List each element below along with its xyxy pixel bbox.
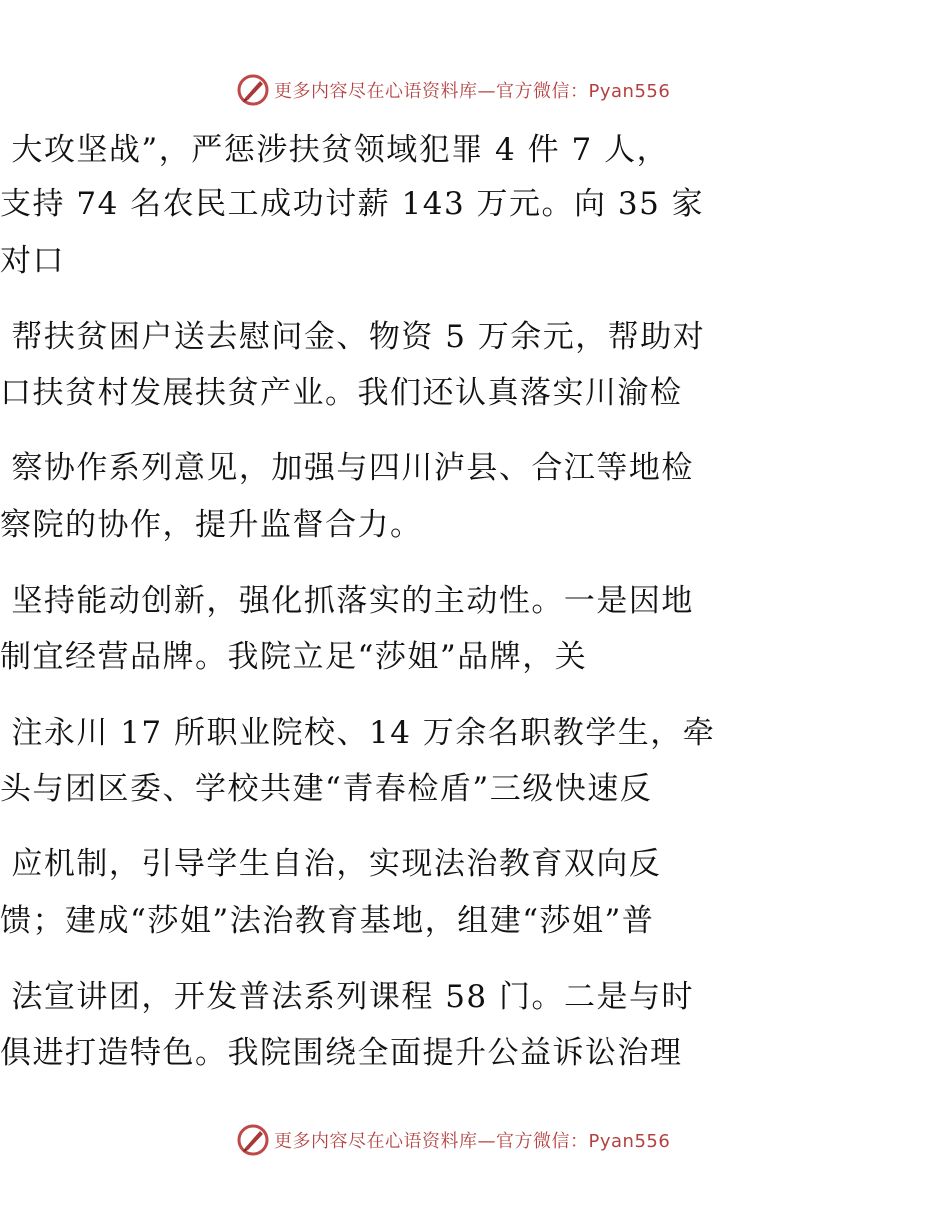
- body-line-14: 法宣讲团，开发普法系列课程 58 门。二是与时: [0, 979, 695, 1015]
- body-line-5: 口扶贫村发展扶贫产业。我们还认真落实川渝检: [0, 375, 683, 411]
- body-line-7: 察院的协作，提升监督合力。: [0, 507, 423, 543]
- body-line-4: 帮扶贫困户送去慰问金、物资 5 万余元，帮助对: [0, 319, 706, 355]
- body-line-15: 俱进打造特色。我院围绕全面提升公益诉讼治理: [0, 1035, 683, 1071]
- body-line-11: 头与团区委、学校共建“青春检盾”三级快速反: [0, 771, 653, 807]
- quill-pen-seal-icon: [236, 73, 270, 107]
- body-line-1: 大攻坚战”，严惩涉扶贫领域犯罪 4 件 7 人，: [0, 132, 670, 168]
- body-line-12: 应机制，引导学生自治，实现法治教育双向反: [0, 846, 662, 882]
- watermark-text: 更多内容尽在心语资料库—官方微信：Pyan556: [274, 1131, 671, 1152]
- body-line-10: 注永川 17 所职业院校、14 万余名职教学生，牵: [0, 715, 716, 751]
- body-line-2: 支持 74 名农民工成功讨薪 143 万元。向 35 家: [0, 186, 705, 222]
- watermark-header: [236, 73, 670, 107]
- body-line-13: 馈；建成“莎姐”法治教育基地，组建“莎姐”普: [0, 903, 655, 939]
- body-line-8: 坚持能动创新，强化抓落实的主动性。一是因地: [0, 583, 694, 619]
- quill-pen-seal-icon: [236, 1123, 270, 1157]
- watermark-text: 更多内容尽在心语资料库—官方微信：Pyan556: [274, 81, 671, 102]
- body-line-3: 对口: [0, 243, 65, 279]
- body-line-9: 制宜经营品牌。我院立足“莎姐”品牌，关: [0, 639, 588, 675]
- body-line-6: 察协作系列意见，加强与四川泸县、合江等地检: [0, 450, 694, 486]
- watermark-footer: [236, 1123, 670, 1157]
